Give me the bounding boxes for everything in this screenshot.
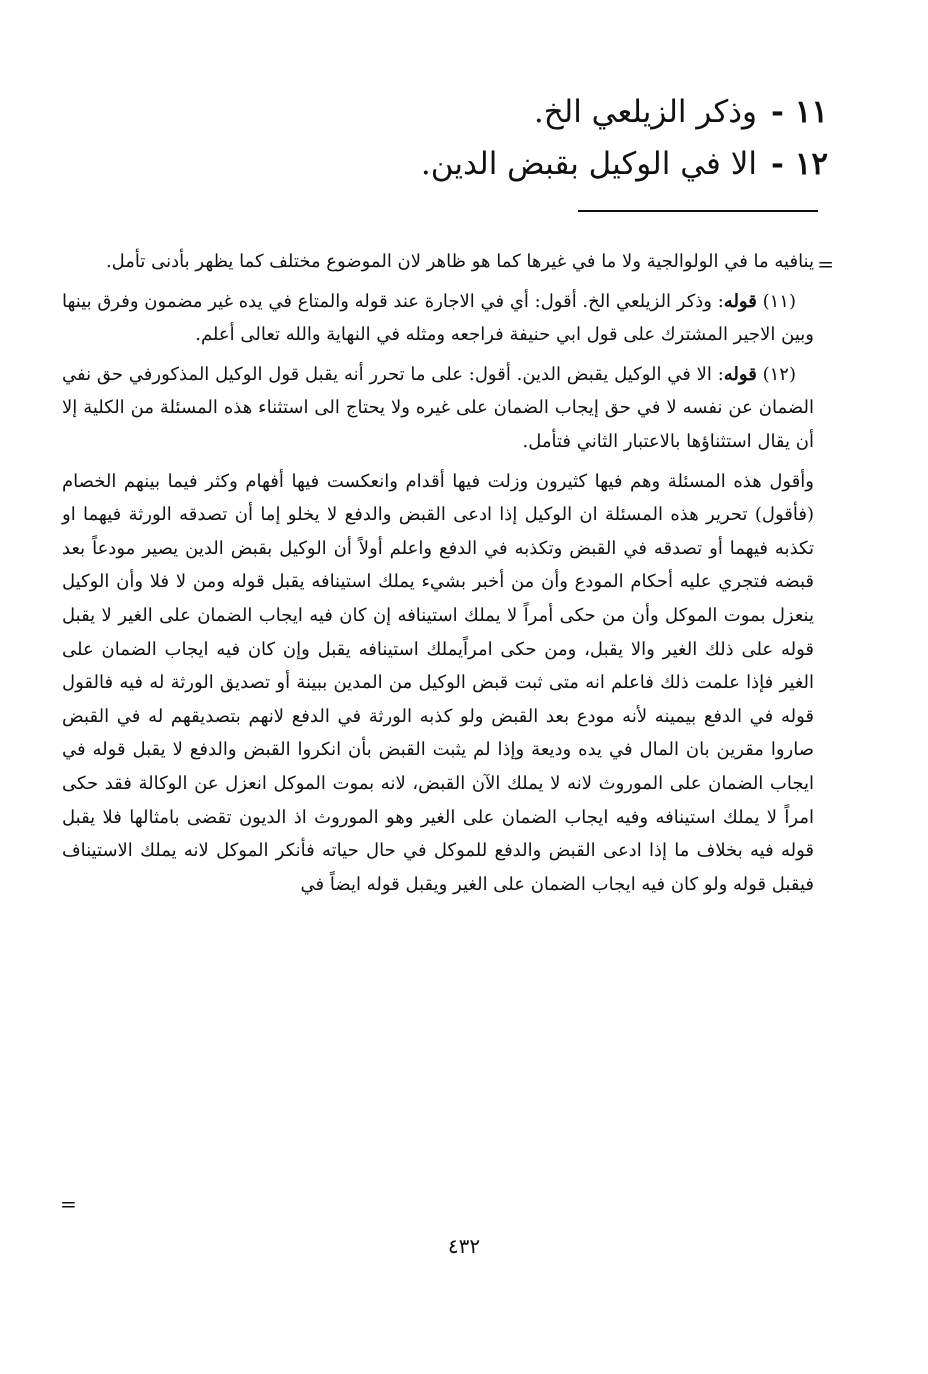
- main-item-number: ١١ -: [771, 94, 828, 130]
- footnote-continuation: ينافيه ما في الولوالجية ولا ما في غيرها كما هو ظاهر لان الموضوع مختلف كما يظهر بأدنى تأمل.: [105, 251, 814, 272]
- footnote-text: : الا في الوكيل يقبض الدين. أقول: على ما تحرر أنه يقبل قول الوكيل المذكورفي حق نفي الضمان عن نفسه لا في حق إيجاب الضمان على غيره ولا يحتاج الى استثناء هذه المسئلة من الكلية إلا أن يقال استثناؤها بالاعتبار الثاني فتأمل.: [62, 363, 814, 452]
- continuation-mark: =: [817, 252, 834, 276]
- footnote-12: [62, 358, 814, 459]
- footnotes: [62, 245, 814, 907]
- footnote-number: (١١): [762, 290, 796, 312]
- footnote-keyword: قوله: [723, 363, 757, 385]
- footnote-number: (١٢): [762, 363, 796, 385]
- page-number: ٤٣٢: [447, 1234, 481, 1258]
- main-item-number: ١٢ -: [771, 146, 828, 182]
- footnote-keyword: قوله: [723, 290, 757, 312]
- main-item-text: وذكر الزيلعي الخ.: [533, 94, 758, 130]
- main-item-text: الا في الوكيل بقبض الدين.: [420, 146, 758, 182]
- end-continuation-mark: =: [60, 1192, 77, 1216]
- main-item-11: [128, 86, 828, 138]
- main-item-12: [128, 138, 828, 190]
- footnote-11: [62, 285, 814, 352]
- footnote-12-continued: وأقول هذه المسئلة وهم فيها كثيرون وزلت فيها أقدام وانعكست فيها أفهام وكثر فيما بينهم الخصام (فأقول) تحرير هذه المسئلة ان الوكيل إذا ادعى القبض والدفع لا يخلو إما أن تصدقه الورثة فيهما او تكذبه فيهما أو تصدقه في القبض وتكذبه في الدفع واعلم أولاً أن الوكيل بقبض الدين يصير مودعاً بعد قبضه فتجري عليه أحكام المودع وأن من أخبر بشيء يملك استينافه يقبل قوله ومن لا فلا وأن الوكيل ينعزل بموت الموكل وأن من حكى أمراً لا يملك استينافه إن كان فيه ايجاب الضمان على الغير لا يقبل قوله على ذلك الغير والا يقبل، ومن حكى امراًيملك استينافه يقبل وإن كان فيه ايجاب الضمان على الغير فإذا علمت ذلك فاعلم انه متى ثبت قبض الوكيل من المدين ببينة أو تصديق الورثة له فيه فالقول قوله في الدفع بيمينه لأنه مودع بعد القبض ولو كذبه الورثة في الدفع لانهم بتصديقهم له في القبض صاروا مقرين بان المال في يده وديعة وإذا لم يثبت القبض بأن انكروا القبض والدفع لا يقبل قوله في ايجاب الضمان على الموروث لانه لا يملك الآن القبض، لانه بموت الموكل انعزل عن الوكالة فقد حكى امراً لا يملك استينافه وفيه ايجاب الضمان على الغير وهو الموروث اذ الديون تقضى بامثالها فلا يقبل قوله فيه بخلاف ما إذا ادعى القبض والدفع للموكل في حال حياته فأنكر الموكل لانه يملك الاستيناف فيقبل قوله ولو كان فيه ايجاب الضمان على الغير ويقبل قوله ايضاً في: [62, 470, 814, 895]
- footnote-divider: [578, 210, 818, 212]
- main-text: [128, 86, 828, 190]
- footnote-text: : وذكر الزيلعي الخ. أقول: أي في الاجارة عند قوله والمتاع في يده غير مضمون وفرق بينها وبين الاجير المشترك على قول ابي حنيفة فراجعه ومثله في النهاية والله تعالى أعلم.: [62, 290, 814, 346]
